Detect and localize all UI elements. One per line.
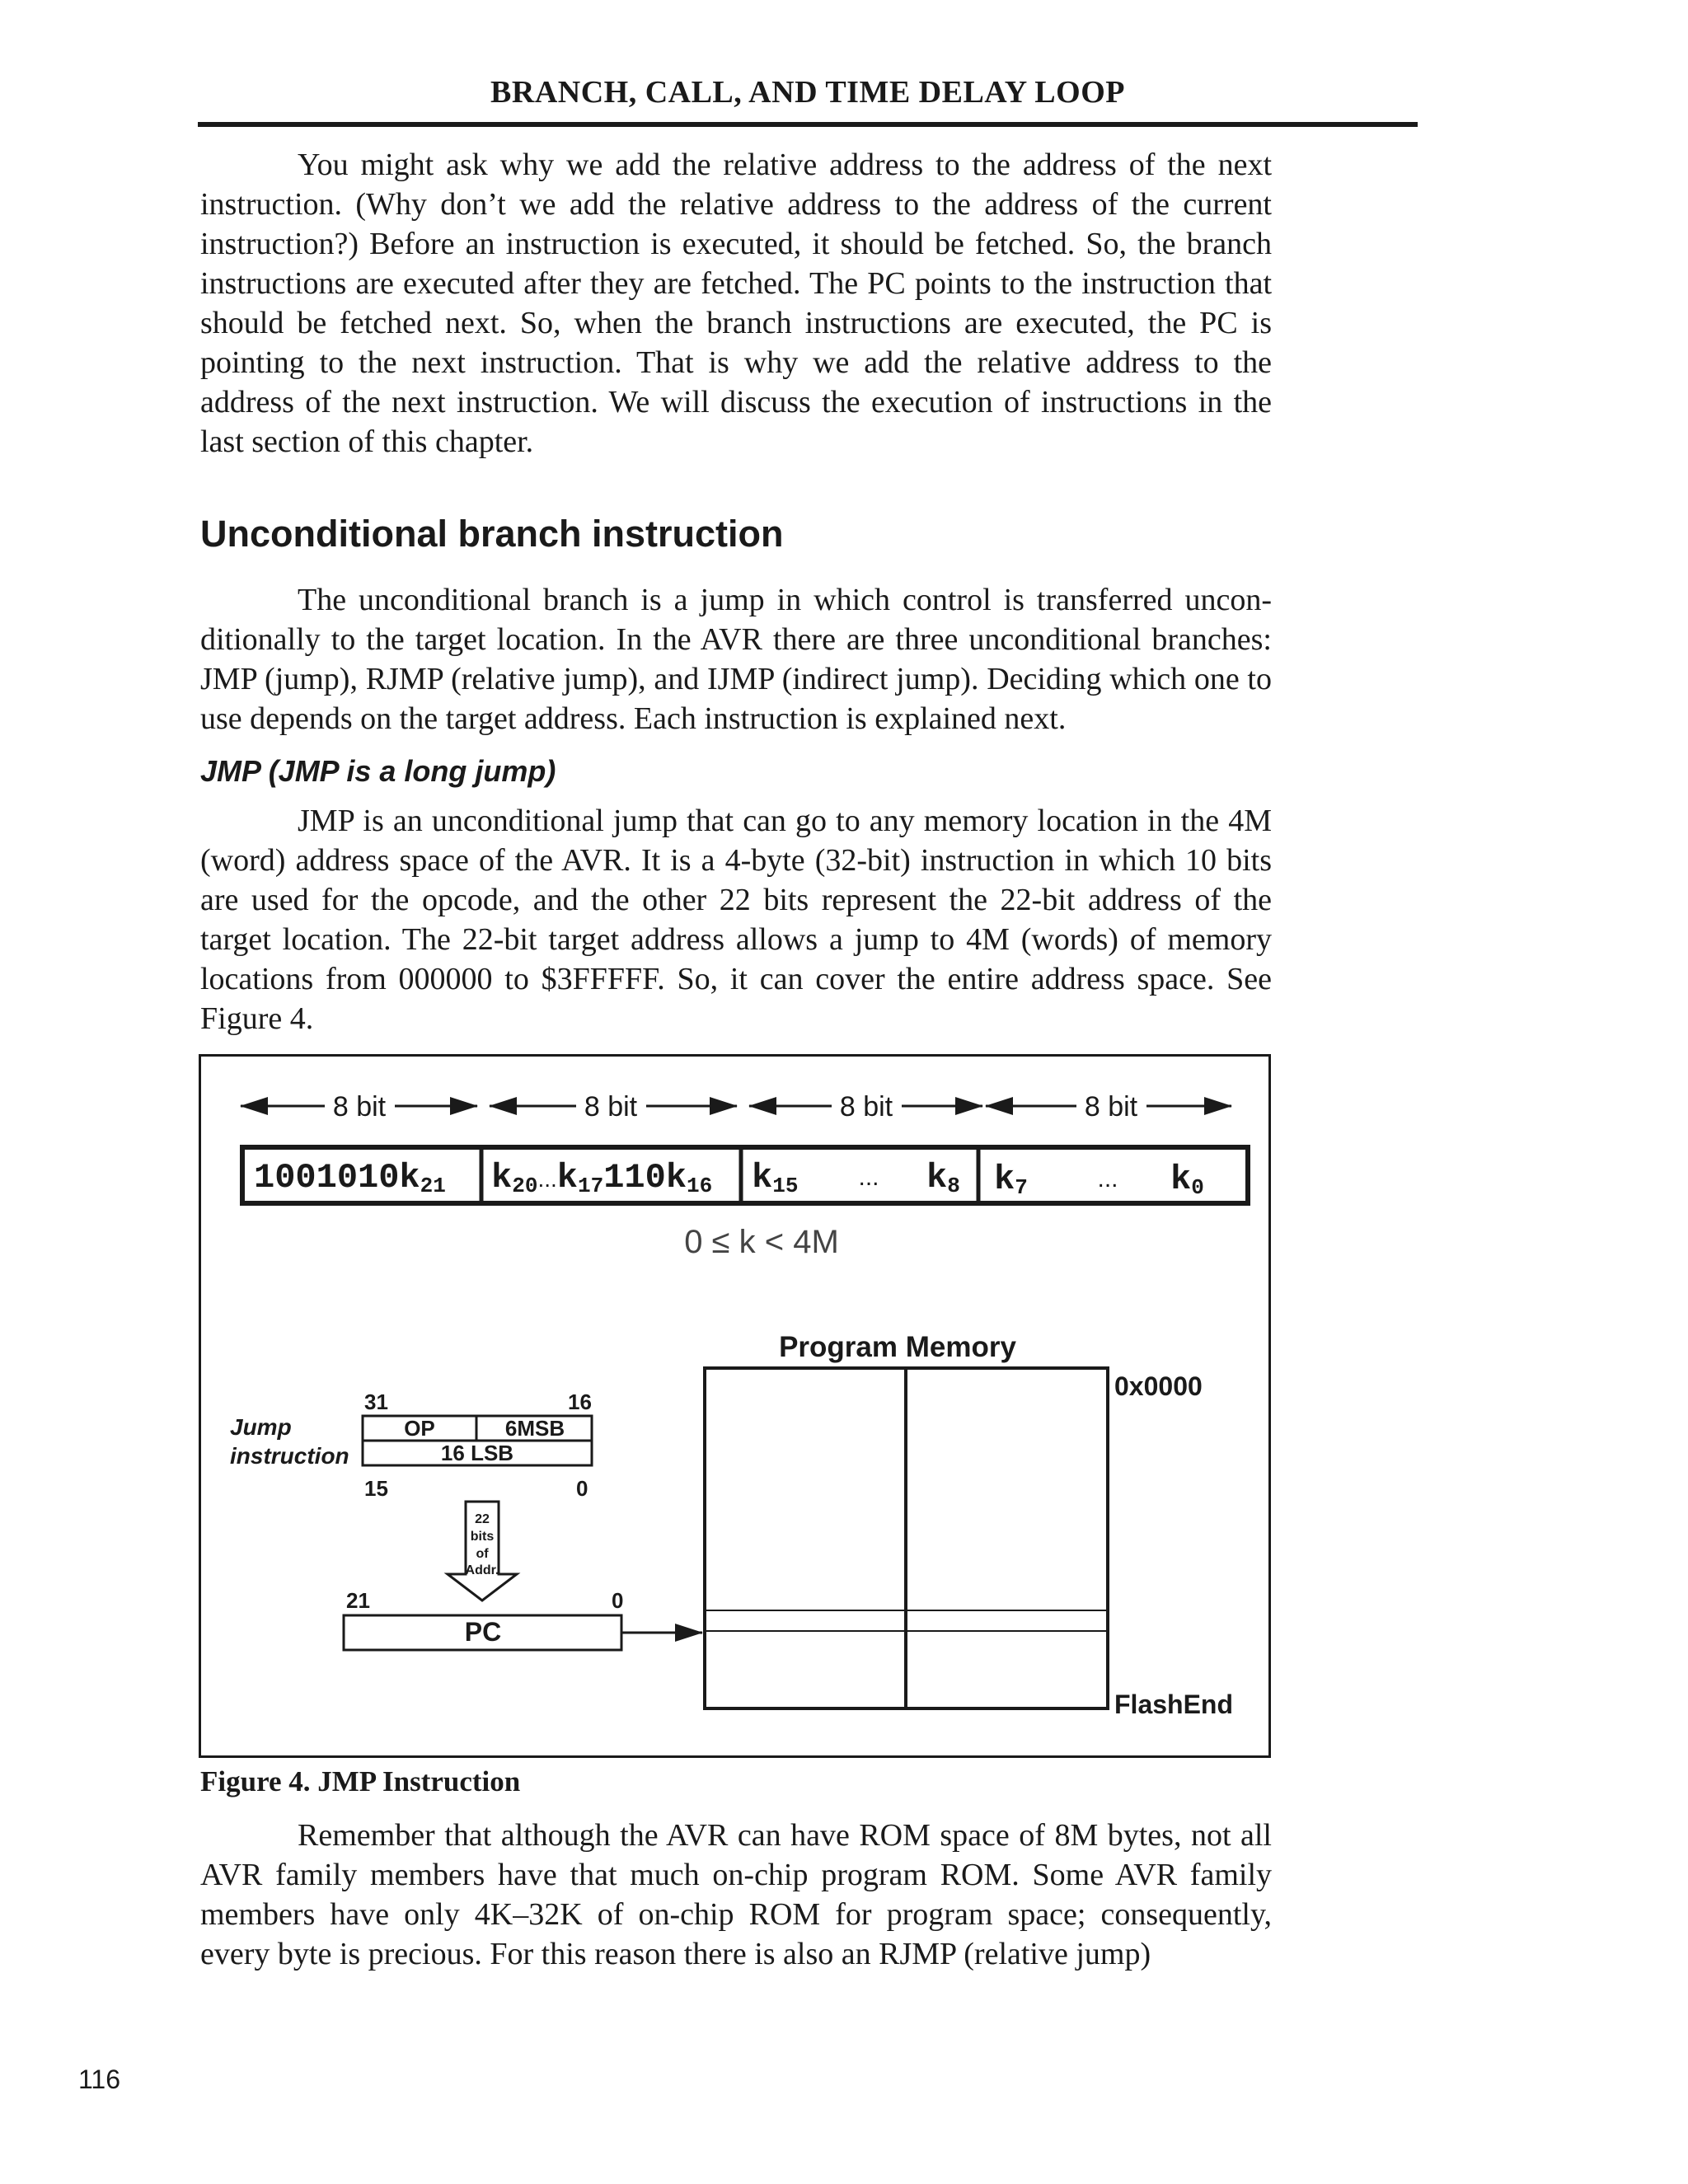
figure-diagram	[201, 1057, 1273, 1760]
bit-16-label: 16	[568, 1390, 592, 1414]
running-header: BRANCH, CALL, AND TIME DELAY LOOP	[490, 75, 1125, 110]
field-address-mid-dots: ...	[858, 1164, 879, 1191]
figure-caption: Figure 4. JMP Instruction	[200, 1765, 521, 1797]
field-address-mid-b: k8	[926, 1158, 960, 1198]
pc-label: PC	[464, 1617, 502, 1647]
bit-label-3: 8 bit	[839, 1091, 893, 1122]
lsb-field: 16 LSB	[440, 1441, 514, 1465]
arrow-text-1: 22	[475, 1512, 490, 1526]
subsection-heading: JMP (JMP is a long jump)	[200, 754, 556, 788]
address-start-label: 0x0000	[1114, 1371, 1203, 1401]
field-opcode-high: 1001010k21	[254, 1158, 446, 1198]
jump-label-line2: instruction	[230, 1443, 349, 1469]
field-address-low-dots: ...	[1097, 1165, 1118, 1193]
pc-bit-21-label: 21	[346, 1588, 370, 1613]
paragraph-intro: You might ask why we add the relative address to the address of the next instruction. (Why don’t we add the relative address to the address of the current instruction?) Before an instruction is executed, it should be fetched. So, the branch instructions are executed after they are fetched. The PC points to the instruction that should be fetched next. So, when the branch instructions are executed, the PC is pointing to the next instruction. That is why we add the relative address to the address of the next instruction. We will discuss the execution of instructions in the last section of this chapter.	[200, 148, 1272, 459]
pc-bit-0-label: 0	[612, 1588, 624, 1613]
field-address-low-b: k0	[1170, 1160, 1204, 1200]
program-memory-block	[705, 1368, 1108, 1708]
figure-jmp	[199, 1054, 1271, 1758]
section-heading: Unconditional branch instruction	[200, 513, 784, 555]
arrow-text-4: Addr.	[465, 1563, 499, 1577]
field-address-low-a: k7	[994, 1160, 1028, 1200]
paragraph-unconditional: The unconditional branch is a jump in which control is transferred unconditionally to the target location. In the AVR there are three unconditional branches: JMP (jump), RJMP (relative jump), and IJMP (indirect jump). Deciding which one to use depends on the target address. Each instruction is explained next.	[200, 583, 1272, 736]
bit-31-label: 31	[364, 1390, 388, 1414]
program-memory-title: Program Memory	[779, 1331, 1016, 1363]
address-range: 0 ≤ k < 4M	[684, 1224, 839, 1260]
bit-label-4: 8 bit	[1084, 1091, 1138, 1122]
bit-15-label: 15	[364, 1476, 388, 1501]
arrow-text-3: of	[476, 1547, 489, 1561]
page-number: 116	[78, 2064, 121, 2094]
msb-field: 6MSB	[504, 1416, 565, 1441]
bit-0-label: 0	[576, 1476, 588, 1501]
paragraph-rom: Remember that although the AVR can have ROM space of 8M bytes, not all AVR family members have that much on-chip program ROM. Some AVR family members have only 4K–32K of on-chip ROM for program space; consequently, every byte is precious. For this reason there is also an RJMP (relative jump)	[200, 1818, 1272, 1971]
field-address-mid-a: k15	[752, 1158, 799, 1198]
paragraph-jmp: JMP is an unconditional jump that can go to any memory location in the 4M (word) address space of the AVR. It is a 4-byte (32-bit) instruction in which 10 bits are used for the opcode, and the other 22 bits represent the 22-bit address of the target location. The 22-bit target address allows a jump to 4M (words) of memory locations from 000000 to $3FFFFF. So, it can cover the entire address space. See Figure 4.	[200, 804, 1272, 1036]
jump-label-line1: Jump	[230, 1414, 292, 1440]
arrow-text-2: bits	[470, 1530, 495, 1544]
header-rule	[198, 122, 1418, 127]
opcode-field: OP	[404, 1416, 435, 1441]
bit-label-2: 8 bit	[584, 1091, 638, 1122]
address-end-label: FlashEnd	[1114, 1690, 1234, 1719]
field-address-high: k20...k17110k16	[491, 1158, 713, 1198]
bit-label-1: 8 bit	[332, 1091, 387, 1122]
